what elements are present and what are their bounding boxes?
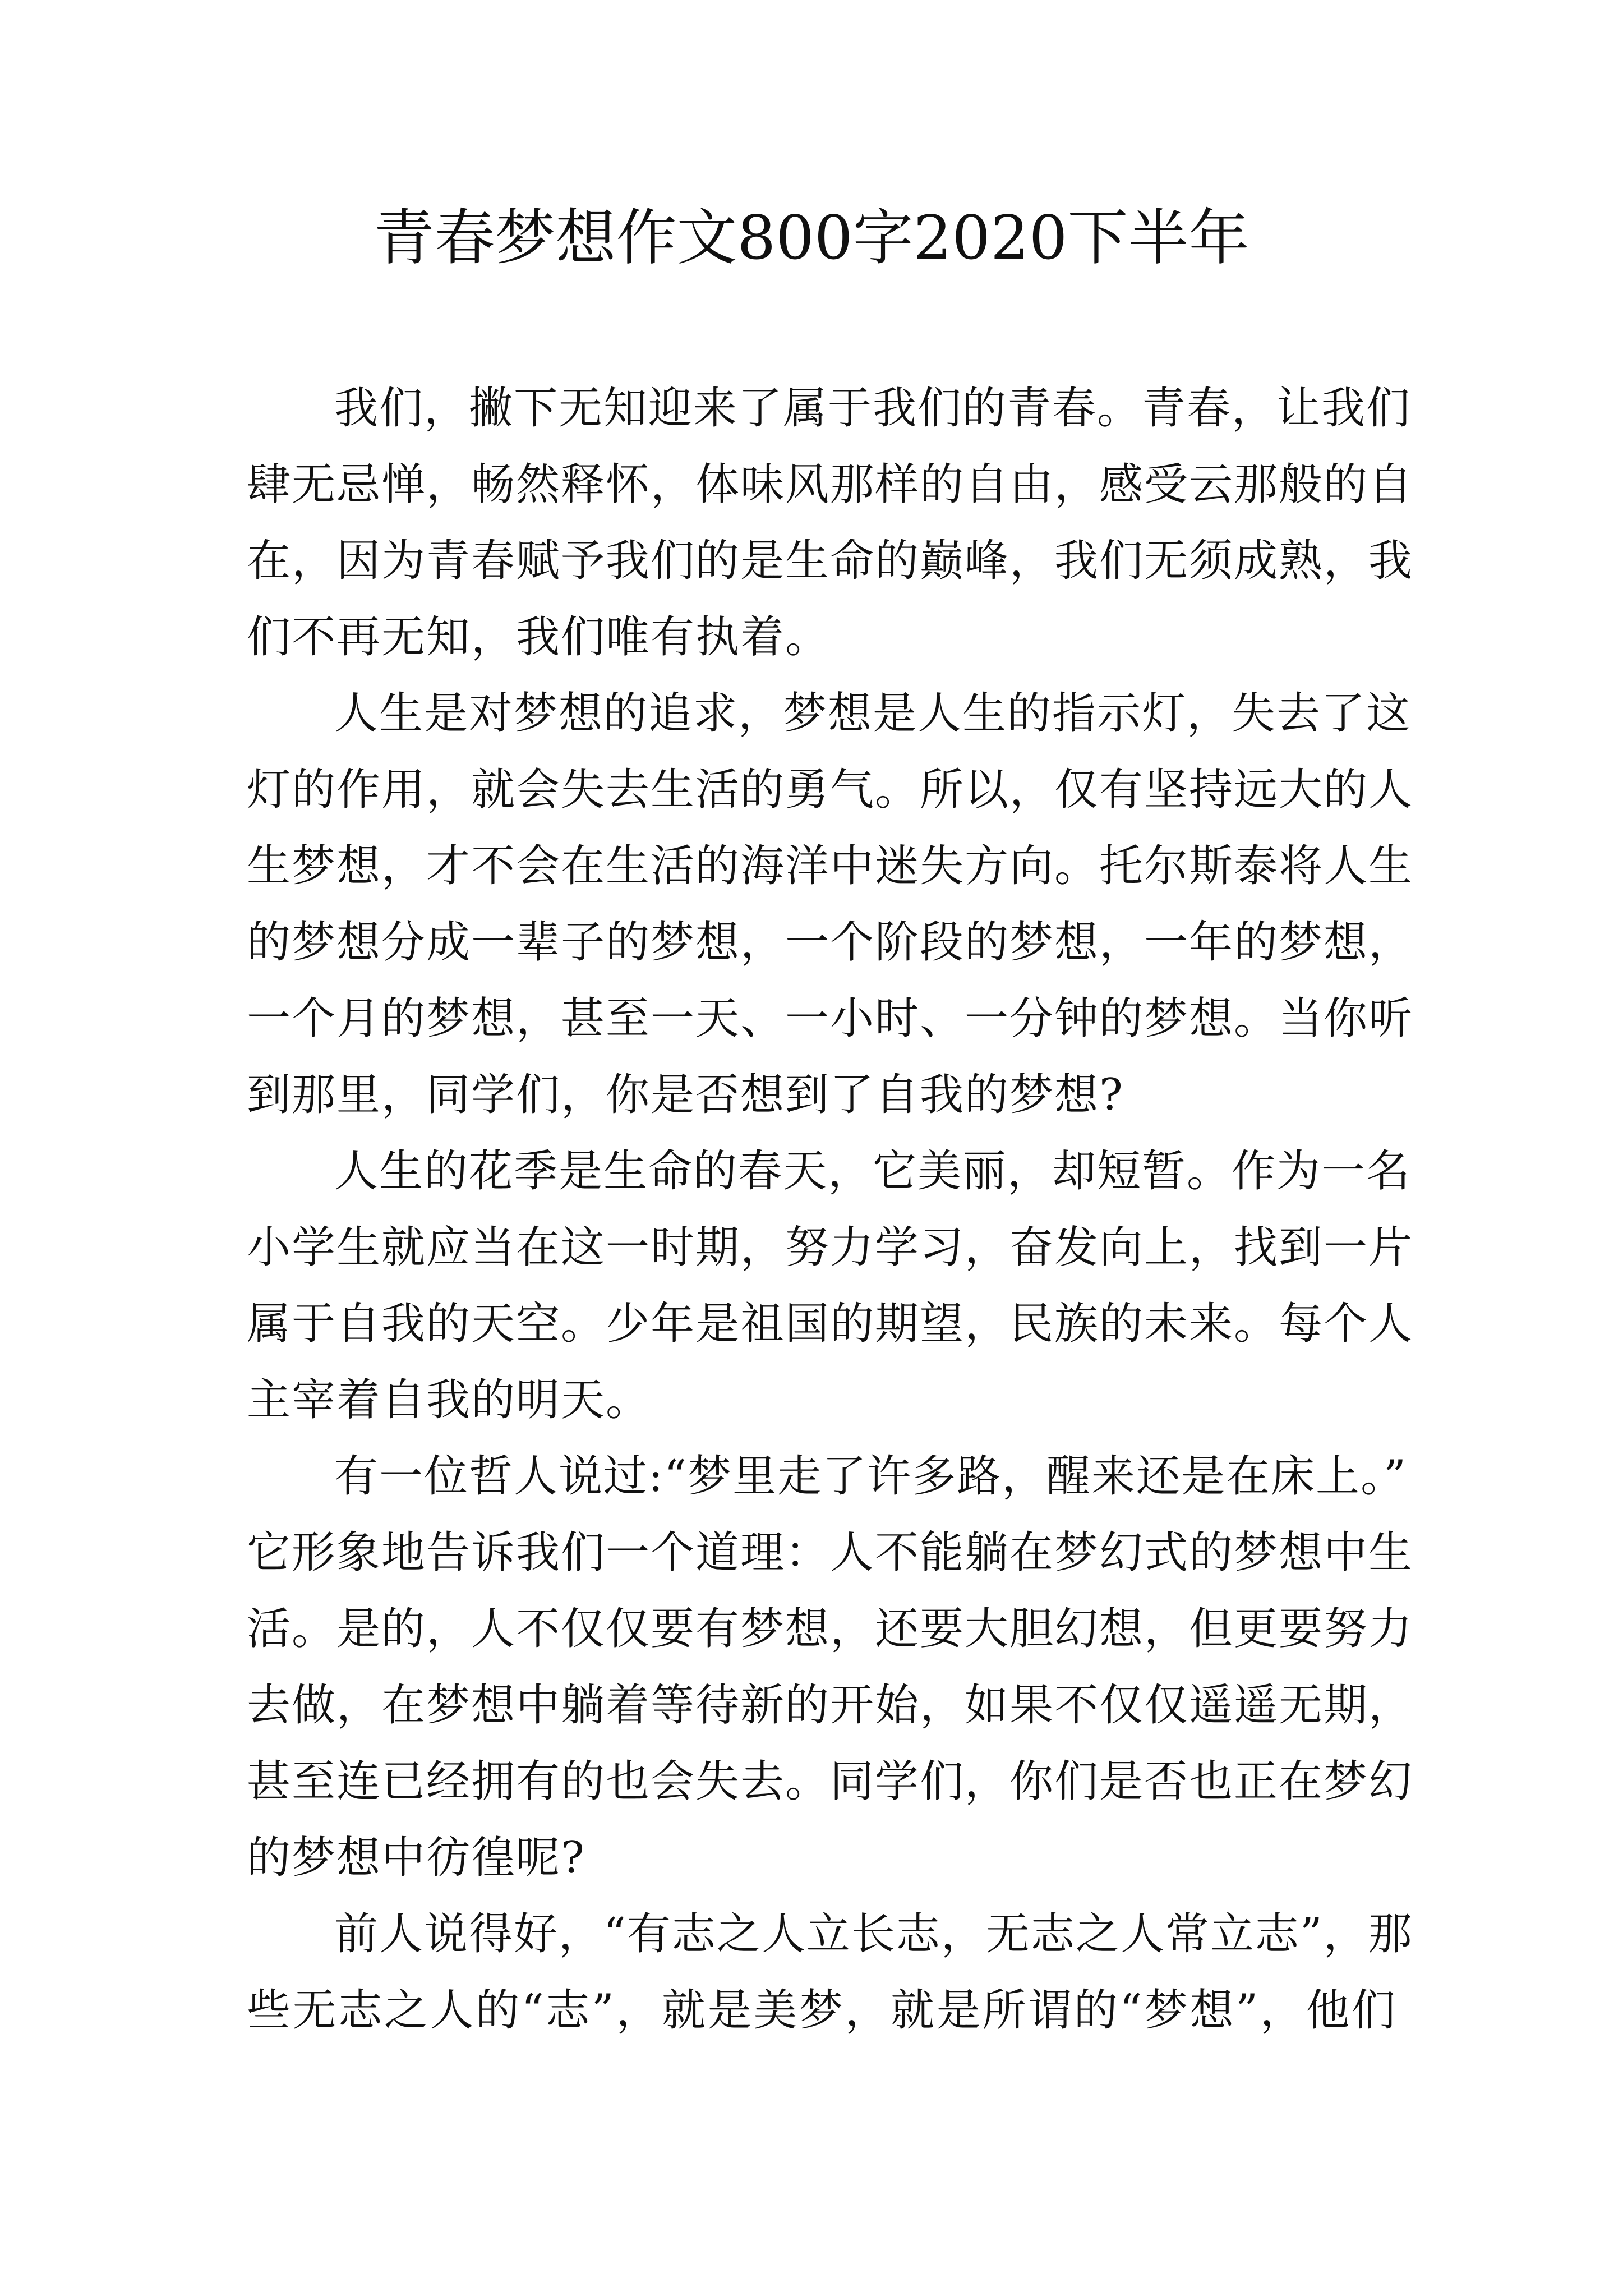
paragraph-line: 甚至连已经拥有的也会失去。同学们，你们是否也正在梦幻 <box>247 1756 1414 1807</box>
paragraph-1 <box>247 370 1414 675</box>
document-title: 青春梦想作文800字2020下半年 <box>374 203 1249 273</box>
paragraph-line: 的梦想中彷徨呢? <box>247 1833 585 1883</box>
paragraph-line: 活。是的，人不仅仅要有梦想，还要大胆幻想，但更要努力 <box>247 1604 1414 1654</box>
paragraph-4 <box>247 1438 1414 1896</box>
paragraph-line: 有一位哲人说过:“梦里走了许多路，醒来还是在床上。” <box>334 1451 1408 1502</box>
paragraph-line: 小学生就应当在这一时期，努力学习，奋发向上，找到一片 <box>247 1222 1414 1273</box>
paragraph-line: 人生是对梦想的追求，梦想是人生的指示灯，失去了这 <box>334 688 1412 739</box>
paragraph-line: 人生的花季是生命的春天，它美丽，却短暂。作为一名 <box>334 1146 1412 1197</box>
paragraph-3 <box>247 1133 1414 1438</box>
paragraph-line: 肆无忌惮，畅然释怀，体味风那样的自由，感受云那般的自 <box>247 459 1414 510</box>
paragraph-line: 们不再无知，我们唯有执着。 <box>247 612 831 662</box>
paragraph-line: 灯的作用，就会失去生活的勇气。所以，仅有坚持远大的人 <box>247 765 1414 815</box>
paragraph-line: 到那里，同学们，你是否想到了自我的梦想? <box>247 1070 1124 1120</box>
paragraph-line: 属于自我的天空。少年是祖国的期望，民族的未来。每个人 <box>247 1299 1414 1349</box>
paragraph-line: 的梦想分成一辈子的梦想，一个阶段的梦想，一年的梦想， <box>247 917 1414 968</box>
paragraph-5 <box>247 1896 1413 2049</box>
document-body <box>247 370 1414 2049</box>
paragraph-line: 它形象地告诉我们一个道理：人不能躺在梦幻式的梦想中生 <box>247 1527 1414 1578</box>
paragraph-line: 去做，在梦想中躺着等待新的开始，如果不仅仅遥遥无期， <box>247 1680 1414 1731</box>
paragraph-2 <box>247 675 1414 1133</box>
paragraph-line: 一个月的梦想，甚至一天、一小时、一分钟的梦想。当你听 <box>247 993 1414 1044</box>
paragraph-line: 生梦想，才不会在生活的海洋中迷失方向。托尔斯泰将人生 <box>247 841 1414 891</box>
paragraph-line: 主宰着自我的明天。 <box>247 1375 651 1425</box>
paragraph-line: 前人说得好，“有志之人立长志，无志之人常立志”，那 <box>334 1909 1413 1959</box>
paragraph-line: 些无志之人的“志”，就是美梦，就是所谓的“梦想”，他们 <box>247 1985 1396 2036</box>
paragraph-line: 在，因为青春赋予我们的是生命的巅峰，我们无须成熟，我 <box>247 536 1414 586</box>
paragraph-line: 我们，撇下无知迎来了属于我们的青春。青春，让我们 <box>334 383 1412 434</box>
